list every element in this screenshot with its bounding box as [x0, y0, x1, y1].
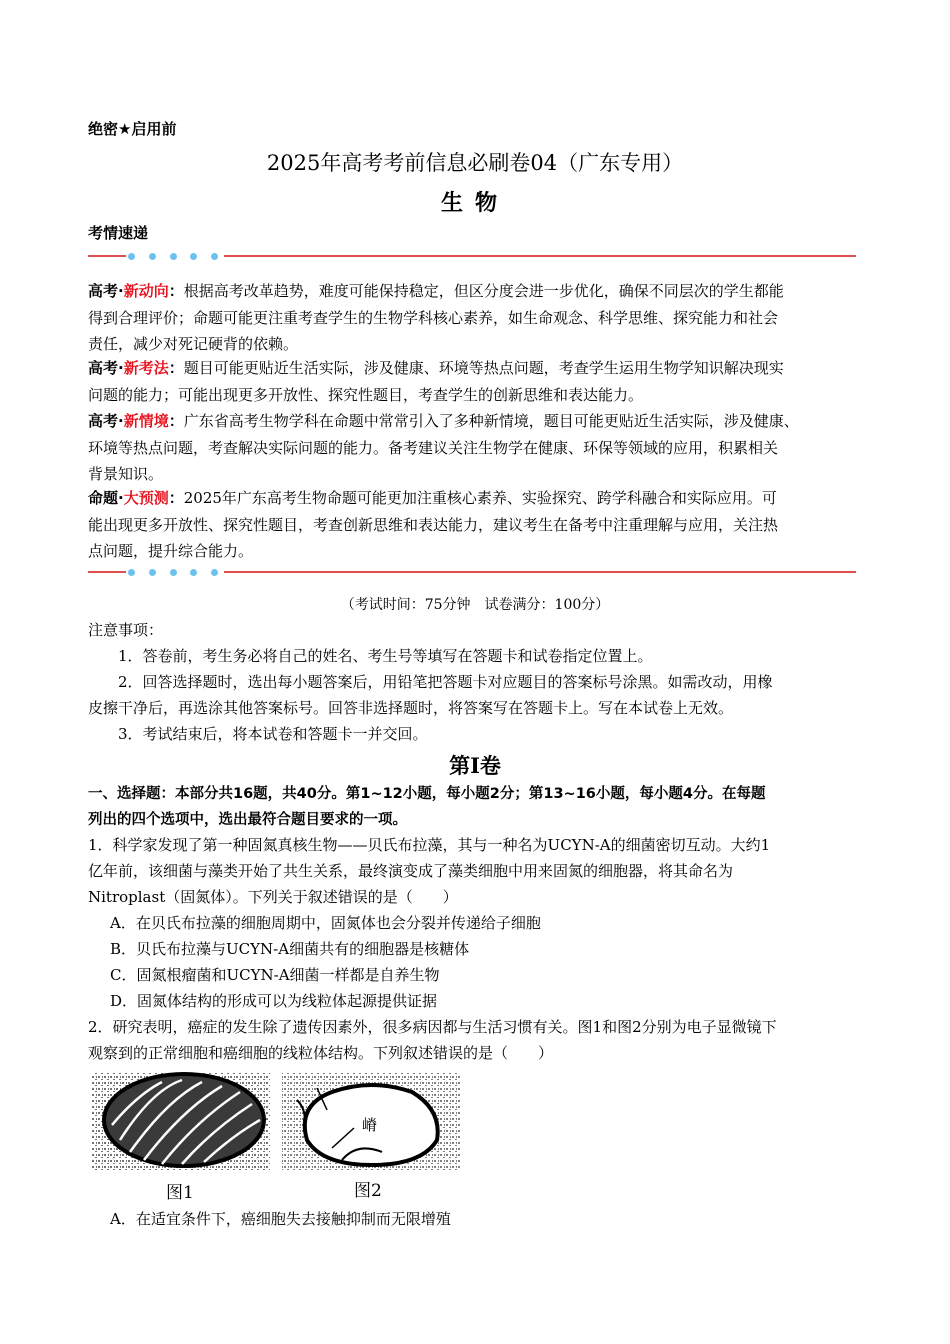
cristae-label: 嵴	[362, 1116, 378, 1134]
notice-item-3: 3．考试结束后，将本试卷和答题卡一并交回。	[118, 725, 428, 743]
item-highlight: 新动向	[123, 282, 169, 300]
q1-option-d: D．固氮体结构的形成可以为线粒体起源提供证据	[110, 992, 438, 1010]
notice-item-2: 2．回答选择题时，选出每小题答案后，用铅笔把答题卡对应题目的答案标号涂黑。如需改动，用橡	[118, 673, 773, 691]
q1-option-b: B．贝氏布拉藻与UCYN-A细菌共有的细胞器是核糖体	[110, 940, 470, 958]
decorative-divider-bottom	[88, 566, 856, 578]
exam-title: 2025年高考考前信息必刷卷04（广东专用）	[266, 151, 684, 175]
mitochondria-figure	[92, 1070, 462, 1203]
figure-1-micrograph	[92, 1072, 270, 1170]
overview-item-new-trend: 高考·新动向：根据高考改革趋势，难度可能保持稳定，但区分度会进一步优化，确保不同层次的学生都能 得到合理评价；命题可能更注重考查学生的生物学科核心素养，如生命观念、科学思维、探究能力和社会 责任，减少对死记硬背的依赖。	[88, 282, 784, 353]
item-label: 高考	[88, 412, 119, 430]
notice-item-2-cont: 皮擦干净后，再选涂其他答案标号。回答非选择题时，将答案写在答题卡上。写在本试卷上无效。	[88, 699, 734, 717]
overview-item-prediction: 命题·大预测：2025年广东高考生物命题可能更加注重核心素养、实验探究、跨学科融合和实际应用。可 能出现更多开放性、探究性题目，考查创新思维和表达能力，建议考生在备考中注重理解与应用，关注热 点问题，提升综合能力。	[88, 489, 779, 560]
micrograph-images	[92, 1070, 462, 1170]
q2-option-a: A．在适宜条件下，癌细胞失去接触抑制而无限增殖	[110, 1210, 451, 1228]
q1-stem-line-3: Nitroplast（固氮体）。下列关于叙述错误的是（ ）	[88, 888, 458, 906]
decorative-divider-top	[88, 250, 856, 262]
q1-option-a: A．在贝氏布拉藻的细胞周期中，固氮体也会分裂并传递给子细胞	[110, 914, 541, 932]
notice-heading: 注意事项：	[88, 621, 164, 639]
item-highlight: 新情境	[123, 412, 169, 430]
overview-item-new-method: 高考·新考法：题目可能更贴近生活实际，涉及健康、环境等热点问题，考查学生运用生物学知识解决现实 问题的能力；可能出现更多开放性、探究性题目，考查学生的创新思维和表达能力。	[88, 359, 784, 404]
overview-item-new-context: 高考·新情境：广东省高考生物学科在命题中常常引入了多种新情境，题目可能更贴近生活实际，涉及健康、 环境等热点问题，考查解决实际问题的能力。备考建议关注生物学在健康、环保等领域的应用，积累相关 背景知识。	[88, 412, 799, 483]
volume-title: 第Ⅰ卷	[449, 753, 501, 778]
q1-stem-line-1: 1．科学家发现了第一种固氮真核生物——贝氏布拉藻，其与一种名为UCYN-A的细菌密切互动。大约1	[88, 836, 771, 854]
item-label: 高考	[88, 359, 119, 377]
q2-stem-line-1: 2．研究表明，癌症的发生除了遗传因素外，很多病因都与生活习惯有关。图1和图2分别为电子显微镜下	[88, 1018, 777, 1036]
q1-stem-line-2: 亿年前，该细菌与藻类开始了共生关系，最终演变成了藻类细胞中用来固氮的细胞器，将其命名为	[88, 862, 734, 880]
subject-title: 生物	[440, 190, 509, 216]
notice-item-1: 1．答卷前，考生务必将自己的姓名、考生号等填写在答题卡和试卷指定位置上。	[118, 647, 653, 665]
item-highlight: 新考法	[123, 359, 169, 377]
overview-heading: 考情速递	[88, 224, 149, 242]
figure-2-caption: 图2	[354, 1181, 382, 1201]
item-label: 高考	[88, 282, 119, 300]
section-instructions-cont: 列出的四个选项中，选出最符合题目要求的一项。	[88, 812, 407, 828]
exam-info: （考试时间：75分钟 试卷满分：100分）	[340, 597, 610, 613]
q1-option-c: C．固氮根瘤菌和UCYN-A细菌一样都是自养生物	[110, 966, 440, 984]
q2-stem-line-2: 观察到的正常细胞和癌细胞的线粒体结构。下列叙述错误的是（ ）	[88, 1044, 554, 1062]
section-instructions: 一、选择题：本部分共16题，共40分。第1~12小题，每小题2分；第13~16小题，每小题4分。在每题	[88, 786, 766, 802]
item-label: 命题	[88, 489, 119, 507]
figure-1-caption: 图1	[166, 1183, 194, 1203]
item-highlight: 大预测	[123, 489, 169, 507]
secret-label: 绝密★启用前	[88, 120, 177, 138]
